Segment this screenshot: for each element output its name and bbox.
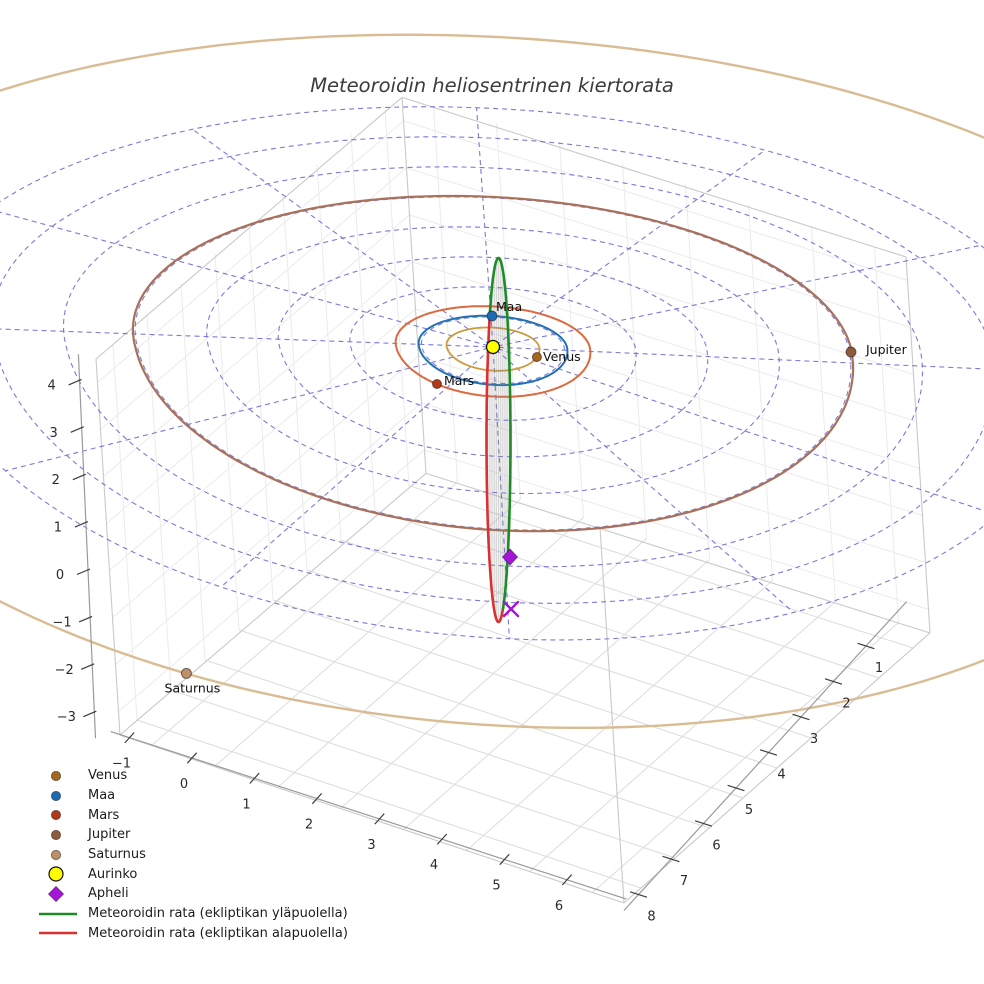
legend-label: Maa <box>88 788 116 804</box>
legend-marker-line-icon <box>36 905 80 923</box>
svg-text:8: 8 <box>647 909 656 925</box>
svg-text:1: 1 <box>242 797 251 813</box>
legend-item <box>36 825 348 845</box>
svg-text:3: 3 <box>367 837 376 853</box>
legend-label: Apheli <box>88 886 129 902</box>
label-jupiter: Jupiter <box>866 342 907 357</box>
legend-marker-diamond-icon <box>36 885 80 903</box>
legend-item <box>36 805 348 825</box>
legend-item <box>36 786 348 806</box>
marker-mars <box>432 380 441 389</box>
svg-text:0: 0 <box>55 568 65 583</box>
svg-text:2: 2 <box>51 473 60 489</box>
marker-jupiter <box>846 347 856 357</box>
svg-text:3: 3 <box>809 732 819 747</box>
legend-label: Meteoroidin rata (ekliptikan alapuolella) <box>88 925 348 941</box>
legend-label: Meteoroidin rata (ekliptikan yläpuolella) <box>88 906 348 922</box>
marker-sun <box>487 341 500 354</box>
label-venus: Venus <box>543 349 581 364</box>
legend-item <box>36 766 348 786</box>
svg-text:0: 0 <box>179 777 189 792</box>
label-maa: Maa <box>496 299 523 314</box>
svg-text:4: 4 <box>777 767 786 783</box>
marker-meteoroid-position <box>504 602 518 616</box>
legend <box>36 766 348 943</box>
legend-label: Mars <box>88 807 120 823</box>
svg-text:2: 2 <box>304 817 314 833</box>
legend-label: Venus <box>88 768 128 784</box>
chart-title: Meteoroidin heliosentrinen kiertorata <box>310 74 674 97</box>
svg-text:4: 4 <box>429 858 439 874</box>
legend-marker-dot-icon <box>36 767 80 785</box>
legend-marker-dot-icon <box>36 826 80 844</box>
label-mars: Mars <box>444 373 475 388</box>
svg-text:1: 1 <box>874 661 884 676</box>
svg-text:2: 2 <box>842 696 851 712</box>
svg-text:−2: −2 <box>54 662 74 678</box>
svg-text:6: 6 <box>554 898 564 914</box>
marker-saturnus <box>181 668 191 678</box>
legend-item <box>36 904 348 924</box>
svg-text:4: 4 <box>47 378 56 394</box>
svg-text:7: 7 <box>679 874 689 889</box>
svg-text:5: 5 <box>492 878 501 894</box>
legend-marker-circle-lg-icon <box>36 865 80 883</box>
legend-item <box>36 864 348 884</box>
legend-marker-dot-icon <box>36 787 80 805</box>
legend-label: Saturnus <box>88 847 146 863</box>
svg-text:1: 1 <box>53 520 63 536</box>
svg-text:3: 3 <box>49 425 58 441</box>
legend-marker-dot-icon <box>36 846 80 864</box>
legend-item <box>36 924 348 944</box>
svg-text:−3: −3 <box>56 710 76 726</box>
legend-marker-line-icon <box>36 924 80 942</box>
legend-item <box>36 884 348 904</box>
svg-text:−1: −1 <box>111 756 132 772</box>
svg-text:6: 6 <box>712 838 721 854</box>
svg-text:5: 5 <box>744 803 754 818</box>
svg-text:−1: −1 <box>52 615 72 631</box>
legend-label: Jupiter <box>88 827 131 843</box>
legend-marker-dot-icon <box>36 806 80 824</box>
legend-item <box>36 845 348 865</box>
marker-venus <box>532 352 541 361</box>
legend-label: Aurinko <box>88 866 138 882</box>
label-saturnus: Saturnus <box>164 680 221 696</box>
